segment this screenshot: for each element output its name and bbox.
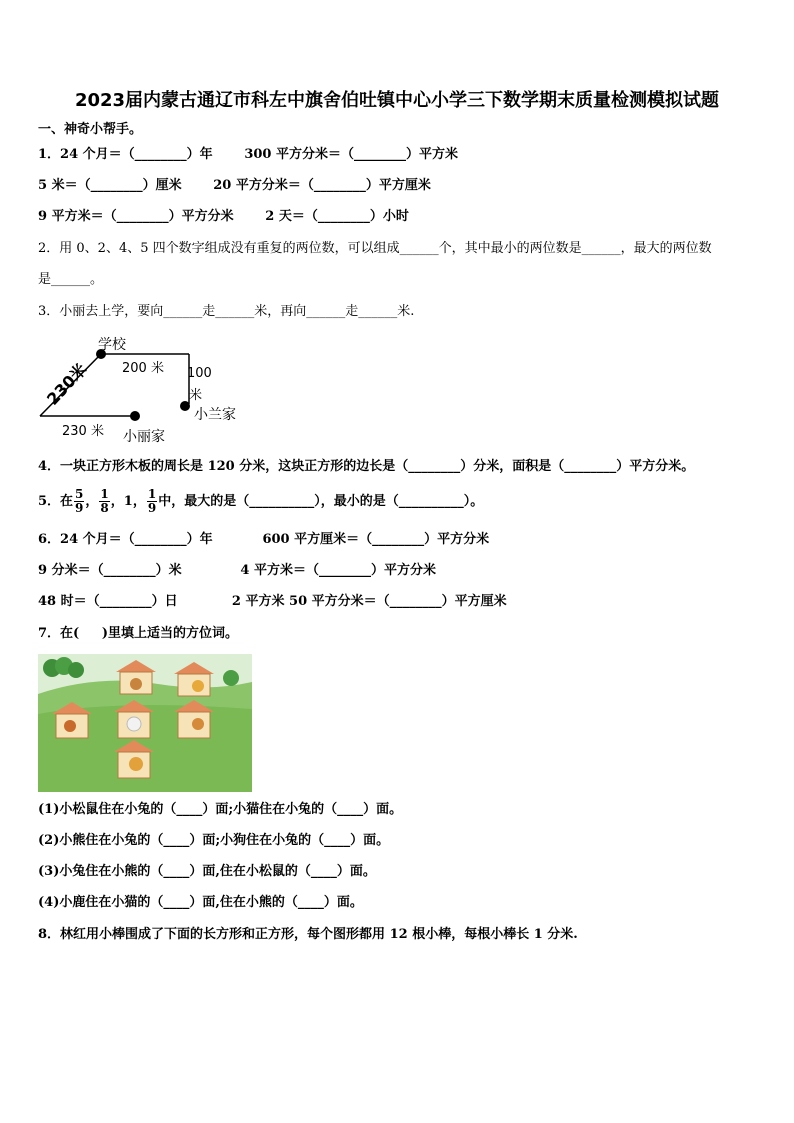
question-5-prefix: 5．在 [38, 494, 74, 509]
question-4-text: 4．一块正方形木板的周长是 120 分米，这块正方形的边长是（________）分米，面积是（________）平方分米。 [38, 459, 695, 474]
fraction-1-9: $\frac{1}{9}$ [147, 487, 157, 515]
school-label: 学校 [98, 337, 126, 353]
question-6-line-2: 9 分米＝（________）米 4 平方米＝（________）平方分米 [38, 563, 436, 578]
fraction-1-8: $\frac{1}{8}$ [100, 487, 109, 515]
question-5-suffix: 中，最大的是（__________），最小的是（__________）。 [158, 494, 484, 509]
distance-100-unit: 米 [189, 388, 203, 403]
question-6-line-1: 6．24 个月＝（________）年 600 平方厘米＝（________）平方分米 [38, 532, 490, 547]
question-1-line-1: 1．24 个月＝（________）年 300 平方分米＝（________）平方米 [38, 147, 459, 162]
question-7-sub-4: (4)小鹿住在小猫的（____）面,住在小熊的（____）面。 [38, 895, 363, 910]
page-title: 2023届内蒙古通辽市科左中旗舍伯吐镇中心小学三下数学期末质量检测模拟试题 [74, 90, 720, 111]
section-heading: 一、神奇小帮手。 [38, 122, 143, 137]
question-3-text: 3．小丽去上学，要向______走______米，再向______走______米. [38, 304, 415, 319]
question-1-line-3: 9 平方米＝（________）平方分米 2 天＝（________）小时 [38, 209, 409, 224]
question-7-sub-2: (2)小熊住在小兔的（____）面;小狗住在小兔的（____）面。 [38, 833, 390, 848]
fraction-5-9: $\frac{5}{9}$ [75, 487, 84, 515]
distance-100-label: 100 [187, 366, 212, 381]
xiaoli-home-dot [130, 411, 140, 421]
question-7-sub-1: (1)小松鼠住在小兔的（____）面;小猫住在小兔的（____）面。 [38, 802, 403, 817]
question-8-text: 8．林红用小棒围成了下面的长方形和正方形，每个图形都用 12 根小棒，每根小棒长 1 分米. [38, 927, 578, 942]
distance-200-label: 200 米 [122, 361, 164, 376]
animal-houses-picture [38, 654, 252, 792]
question-7-text: 7．在( )里填上适当的方位词。 [38, 626, 238, 641]
question-2-line-1: 2．用 0、2、4、5 四个数字组成没有重复的两位数，可以组成______个，其中最小的两位数是______，最大的两位数 [38, 241, 712, 256]
question-7-sub-3: (3)小兔住在小熊的（____）面,住在小松鼠的（____）面。 [38, 864, 376, 879]
question-1-line-2: 5 米＝（________）厘米 20 平方分米＝（________）平方厘米 [38, 178, 431, 193]
distance-230-diagonal-label: 230米 [43, 359, 91, 409]
route-diagram [34, 330, 264, 450]
xiaoli-home-label: 小丽家 [123, 429, 165, 445]
xiaolan-home-label: 小兰家 [194, 407, 236, 423]
distance-230-bottom-label: 230 米 [62, 424, 104, 439]
question-5-text: 5．在 $\frac{5}{9}$ ， $\frac{1}{8}$ ，1， $\frac{1}{9}$ 中，最大的是（__________），最小的是（__________）。 [38, 487, 484, 515]
question-5-mid: ，1， [110, 494, 146, 509]
question-6-line-3: 48 时＝（________）日 2 平方米 50 平方分米＝（________）平方厘米 [38, 594, 507, 609]
question-2-line-2: 是______。 [38, 272, 104, 287]
